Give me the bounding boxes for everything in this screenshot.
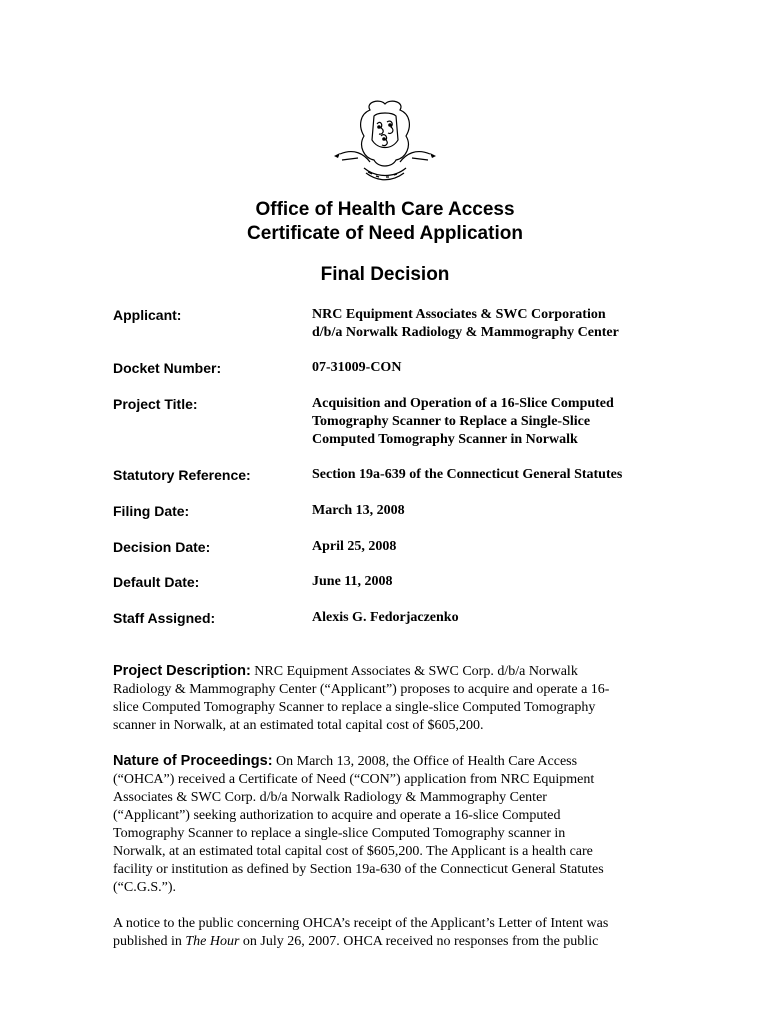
field-value-line: Computed Tomography Scanner in Norwalk	[312, 432, 578, 447]
office-title: Office of Health Care Access	[255, 199, 515, 220]
paragraph-line: A notice to the public concerning OHCA’s receipt of the Applicant’s Letter of Intent was	[113, 916, 609, 931]
state-seal-icon	[330, 96, 440, 184]
paragraph-line: facility or institution as defined by Section 19a-630 of the Connecticut General Statutes	[113, 862, 604, 877]
text-span: published in	[113, 934, 186, 949]
field-value-line: Section 19a-639 of the Connecticut General Statutes	[312, 467, 623, 482]
field-label: Default Date:	[113, 574, 200, 590]
field-label: Docket Number:	[113, 360, 222, 376]
text-span: on July 26, 2007. OHCA received no responses from the public	[239, 934, 599, 949]
field-label: Applicant:	[113, 307, 182, 323]
section-heading: Nature of Proceedings:	[113, 753, 273, 769]
paragraph-line: NRC Equipment Associates & SWC Corp. d/b/a Norwalk	[250, 664, 578, 679]
field-label: Statutory Reference:	[113, 467, 251, 483]
field-value-line: Alexis G. Fedorjaczenko	[312, 610, 459, 625]
nature-of-proceedings	[113, 752, 658, 897]
paragraph-line: (“Applicant”) seeking authorization to acquire and operate a 16-slice Computed	[113, 808, 561, 823]
paragraph-line: Tomography Scanner to replace a single-slice Computed Tomography scanner in	[113, 826, 566, 841]
field-value-line: Acquisition and Operation of a 16-Slice Computed	[312, 396, 614, 411]
paragraph-line: scanner in Norwalk, at an estimated total capital cost of $605,200.	[113, 718, 484, 733]
field-value	[312, 609, 672, 627]
public-notice	[113, 915, 658, 951]
field-label: Filing Date:	[113, 503, 190, 519]
field-value-line: March 13, 2008	[312, 503, 405, 518]
field-value	[312, 538, 672, 556]
field-value	[312, 359, 672, 377]
paragraph-line: Norwalk, at an estimated total capital cost of $605,200. The Applicant is a health care	[113, 844, 593, 859]
project-description	[113, 662, 658, 735]
field-value	[312, 395, 672, 449]
field-value	[312, 502, 672, 520]
field-value-line: June 11, 2008	[312, 574, 393, 589]
newspaper-title: The Hour	[185, 934, 240, 949]
field-value-line: April 25, 2008	[312, 539, 397, 554]
field-value	[312, 466, 672, 484]
application-title: Certificate of Need Application	[247, 223, 523, 244]
paragraph-line: Radiology & Mammography Center (“Applicant”) proposes to acquire and operate a 16-	[113, 682, 610, 697]
field-value	[312, 573, 672, 591]
field-value-line: d/b/a Norwalk Radiology & Mammography Center	[312, 325, 619, 340]
section-heading: Project Description:	[113, 663, 251, 679]
field-label: Project Title:	[113, 396, 198, 412]
field-value-line: NRC Equipment Associates & SWC Corporation	[312, 307, 606, 322]
paragraph-line: (“C.G.S.”).	[113, 880, 176, 895]
field-label: Decision Date:	[113, 539, 211, 555]
field-value	[312, 306, 672, 342]
field-label: Staff Assigned:	[113, 610, 216, 626]
paragraph-line	[113, 933, 658, 951]
field-value-line: Tomography Scanner to Replace a Single-Slice	[312, 414, 591, 429]
field-value-line: 07-31009-CON	[312, 360, 402, 375]
paragraph-line: Associates & SWC Corp. d/b/a Norwalk Radiology & Mammography Center	[113, 790, 547, 805]
paragraph-line: (“OHCA”) received a Certificate of Need (“CON”) application from NRC Equipment	[113, 772, 595, 787]
paragraph-line: slice Computed Tomography Scanner to replace a single-slice Computed Tomography	[113, 700, 596, 715]
decision-title: Final Decision	[320, 264, 450, 285]
paragraph-line: On March 13, 2008, the Office of Health Care Access	[272, 754, 578, 769]
